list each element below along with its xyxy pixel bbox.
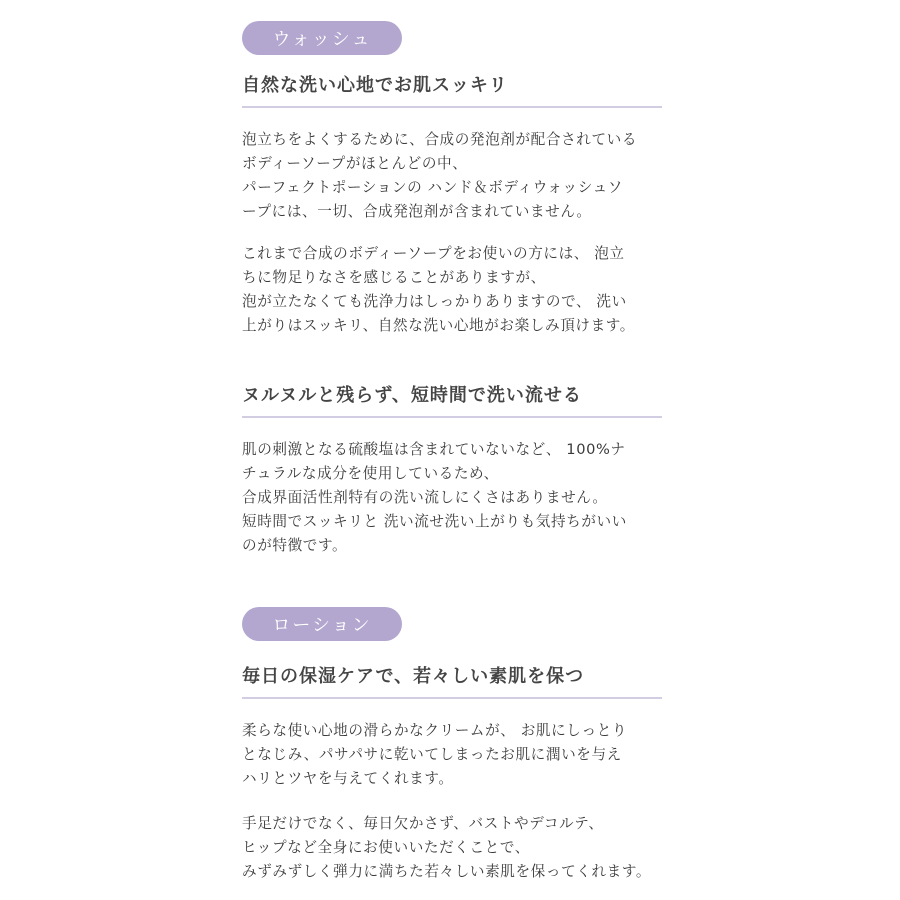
text-line: ヒップなど全身にお使いいただくことで、 — [242, 839, 530, 856]
text-line: 合成界面活性剤特有の洗い流しにくさはありません。 — [242, 489, 608, 506]
lotion-paragraph-1 — [242, 719, 664, 791]
text-line: ボディーソープがほとんどの中、 — [242, 155, 468, 172]
text-line: これまで合成のボディーソープをお使いの方には、 泡立 — [242, 245, 625, 262]
wash-paragraph-2 — [242, 242, 664, 338]
text-line: 泡立ちをよくするために、合成の発泡剤が配合されている — [242, 131, 638, 148]
text-line: ープには、一切、合成発泡剤が含まれていません。 — [242, 203, 592, 220]
wash-heading-natural: 自然な洗い心地でお肌スッキリ — [242, 71, 662, 108]
text-line: ちに物足りなさを感じることがありますが、 — [242, 269, 546, 286]
text-line: 肌の刺激となる硫酸塩は含まれていないなど、 100%ナ — [242, 441, 626, 458]
text-line: 手足だけでなく、毎日欠かさず、バストやデコルテ、 — [242, 815, 604, 832]
text-line: 柔らな使い心地の滑らかなクリームが、 お肌にしっとり — [242, 722, 628, 739]
text-line: 短時間でスッキリと 洗い流せ洗い上がりも気持ちがいい — [242, 513, 627, 530]
lotion-badge-label: ローション — [272, 615, 372, 636]
wash-badge — [242, 21, 402, 55]
text-line: 泡が立たなくても洗浄力はしっかりありますので、 洗い — [242, 293, 627, 310]
lotion-paragraph-2 — [242, 812, 664, 884]
text-line: チュラルな成分を使用しているため、 — [242, 465, 499, 482]
text-line: 上がりはスッキリ、自然な洗い心地がお楽しみ頂けます。 — [242, 317, 635, 334]
text-line: のが特徴です。 — [242, 537, 348, 554]
text-line: となじみ、パサパサに乾いてしまったお肌に潤いを与え — [242, 746, 622, 763]
wash-heading-rinse: ヌルヌルと残らず、短時間で洗い流せる — [242, 381, 662, 418]
text-line: パーフェクトポーションの ハンド＆ボディウォッシュソ — [242, 179, 623, 196]
lotion-badge — [242, 607, 402, 641]
lotion-heading-moisture: 毎日の保湿ケアで、若々しい素肌を保つ — [242, 662, 662, 699]
text-line: みずみずしく弾力に満ちた若々しい素肌を保ってくれます。 — [242, 863, 652, 880]
wash-badge-label: ウォッシュ — [272, 29, 372, 50]
wash-paragraph-3 — [242, 438, 664, 558]
wash-paragraph-1 — [242, 128, 664, 224]
text-line: ハリとツヤを与えてくれます。 — [242, 770, 454, 787]
